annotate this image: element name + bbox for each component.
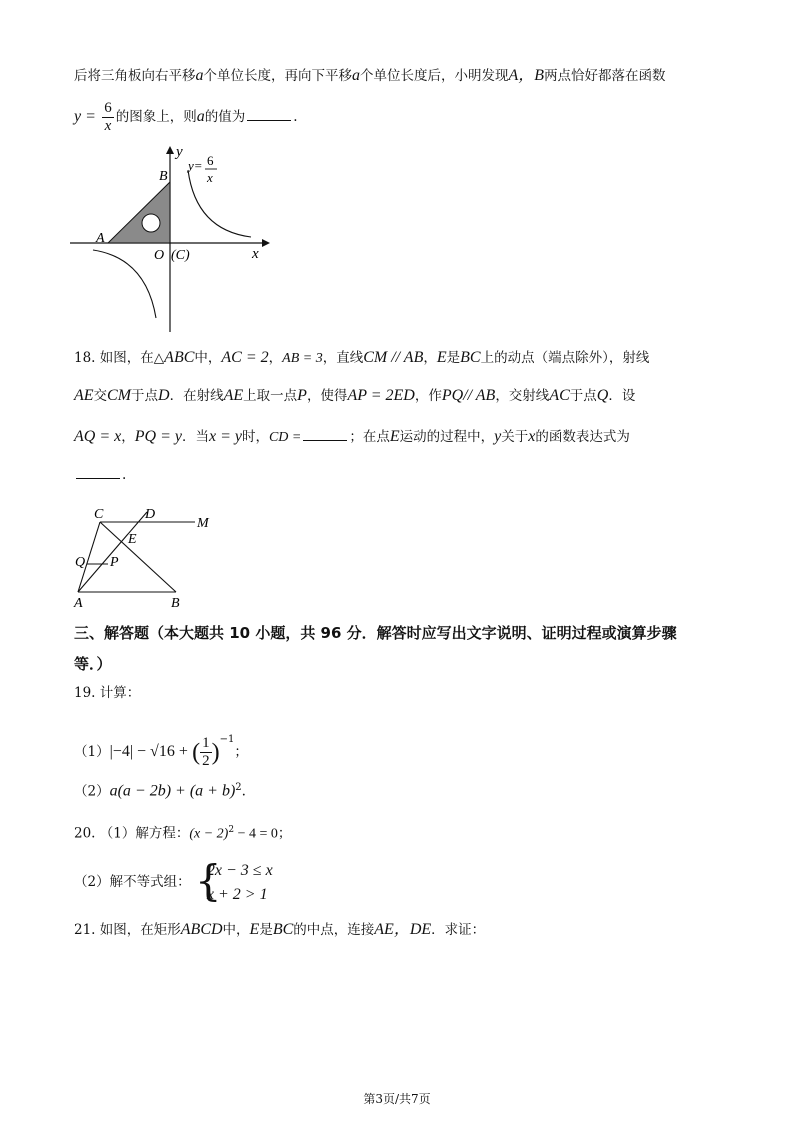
triangle-hole — [142, 214, 160, 232]
figure-18 — [70, 500, 220, 612]
triangle-symbol: △ — [153, 350, 165, 366]
y-axis-label: y — [176, 144, 183, 160]
answer-blank — [247, 106, 291, 121]
figure-17 — [66, 140, 276, 340]
label-E: E — [128, 532, 137, 547]
q19-part2: $(2)a(a - 2b) + (a + b)^2$. — [74, 782, 246, 800]
point-B-label: B — [159, 169, 168, 184]
hyperbola-branch-q1 — [188, 170, 251, 237]
label-P: P — [110, 555, 119, 570]
q17-line1: 后将三角板向右平移a个单位长度，再向下平移a个单位长度后，小明发现A，B两点恰好都落在函数 — [74, 67, 666, 84]
label-Q: Q — [75, 555, 86, 570]
q21-line1: 21. 如图，在矩形ABCD中，E是BC的中点，连接AE，DE．求证： — [74, 921, 486, 938]
triangle-plate — [108, 182, 170, 243]
fraction-1-over-2: $\frac{1}{2}$ — [202, 735, 210, 769]
label-B: B — [171, 596, 180, 611]
point-A-label: A — [96, 231, 105, 246]
func-y-label: y= — [188, 158, 203, 173]
hyperbola-branch-q3 — [93, 250, 156, 318]
func-numerator: 6 — [207, 153, 214, 168]
section-heading-cont: 等．） — [74, 655, 112, 673]
q18-line2: AE交CM于点D．在射线AE上取一点P，使得AP = 2ED，作PQ// AB，交射线AC于点Q．设 — [74, 387, 636, 404]
q18-line4: . — [74, 464, 126, 485]
label-A: A — [74, 596, 83, 611]
q19-part1: （1）|−4| − √16 + ( $\frac{1}{2}$ )$^{-1}$； — [74, 734, 248, 769]
q18-line1: 18. 如图，在△ABC中，AC = 2，AB = 3，直线CM // AB，E是BC上的动点（端点除外），射线 — [74, 349, 650, 366]
q20-part2: （2）解不等式组： { 2x − 3 ≤ x x + 2 > 1 — [74, 855, 273, 905]
label-D: D — [145, 507, 156, 522]
q20-part1: 20. （1）解方程：$(x - 2)^2 - 4 = 0$； — [74, 825, 292, 842]
label-C: C — [94, 507, 104, 522]
y-arrow — [166, 146, 174, 154]
q17-line2: y = $\frac{6}{x}$ 的图象上，则a的值为 . — [74, 100, 298, 134]
func-denominator: x — [207, 170, 213, 185]
label-M: M — [197, 516, 209, 531]
page-footer: 第3页/共7页 — [363, 1092, 431, 1106]
point-C-label: (C) — [171, 248, 190, 263]
answer-blank-function — [76, 464, 120, 479]
ray-AE — [78, 512, 147, 592]
inequality-system: { 2x − 3 ≤ x x + 2 > 1 — [194, 855, 273, 905]
answer-blank-cd — [303, 426, 347, 441]
q18-line3: AQ = x，PQ = y．当x = y时，CD = ；在点E运动的过程中，y关于x的函数表达式为 — [74, 428, 630, 445]
x-arrow — [262, 239, 270, 247]
fraction-6-over-x: $\frac{6}{x}$ — [104, 100, 112, 134]
q19-title: 19. 计算： — [74, 685, 141, 701]
x-axis-label: x — [252, 246, 259, 262]
origin-label: O — [154, 248, 165, 263]
section-heading: 三、解答题（本大题共 10 小题，共 96 分．解答时应写出文字说明、证明过程或演算步骤 — [74, 624, 677, 642]
